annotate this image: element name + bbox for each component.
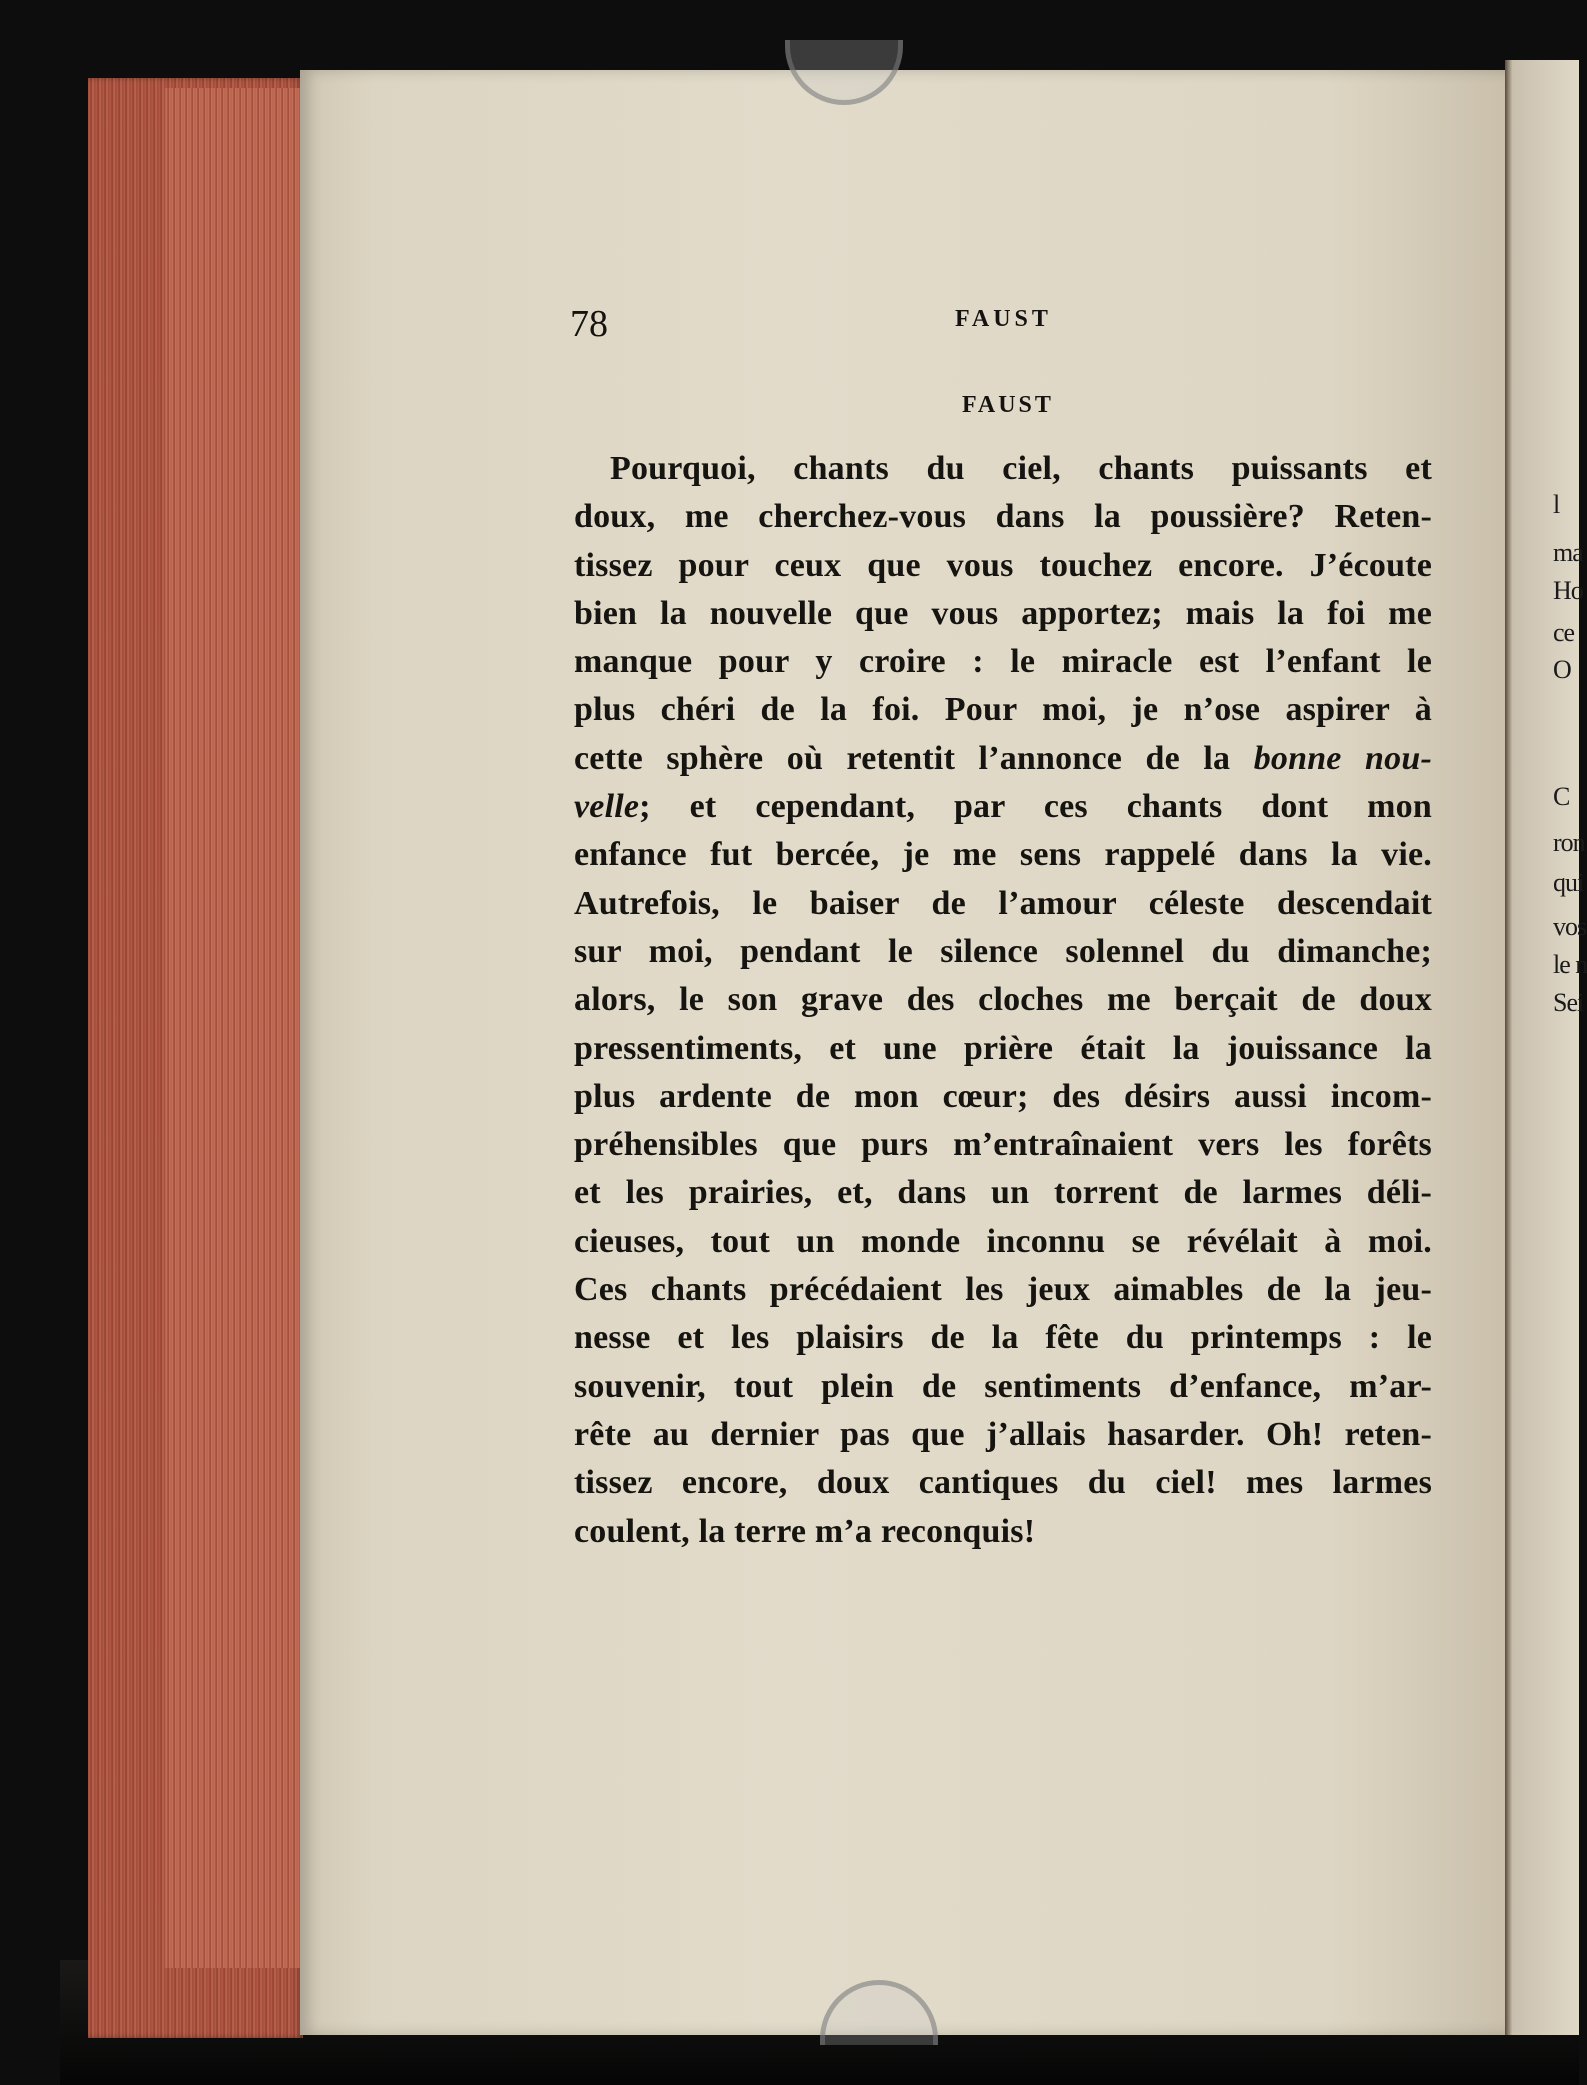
facing-fragment: C: [1553, 782, 1570, 811]
facing-fragment: O: [1553, 655, 1571, 684]
text-line: manque pour y croire : le miracle est l’enfant le: [574, 643, 1432, 681]
text-run: ; et cependant, par ces chants dont mon: [639, 788, 1432, 826]
facing-fragment: le n: [1553, 950, 1587, 979]
text-run: cette sphère où retentit l’annonce de la: [574, 739, 1231, 777]
text-line: bien la nouvelle que vous apportez; mais la foi me: [574, 594, 1432, 632]
text-line-mixed: [574, 735, 1432, 783]
text-line: alors, le son grave des cloches me berçait de doux: [574, 981, 1432, 1019]
text-line-mixed: [574, 783, 1432, 831]
facing-fragment: vos: [1553, 912, 1587, 941]
text-line: plus chéri de la foi. Pour moi, je n’ose aspirer à: [574, 691, 1432, 729]
facing-fragment: qui: [1553, 868, 1584, 897]
text-line: doux, me cherchez-vous dans la poussière? Reten-: [574, 498, 1432, 536]
text-line: tissez encore, doux cantiques du ciel! mes larmes: [574, 1464, 1432, 1502]
facing-fragment: ma: [1553, 538, 1583, 567]
text-line: Ces chants précédaient les jeux aimables de la jeu-: [574, 1271, 1432, 1309]
text-line: préhensibles que purs m’entraînaient vers les forêts: [574, 1126, 1432, 1164]
text-line: enfance fut bercée, je me sens rappelé dans la vie.: [574, 836, 1432, 874]
text-line: pressentiments, et une prière était la jouissance la: [574, 1029, 1432, 1067]
speaker-name: FAUST: [962, 392, 1054, 418]
text-line: rête au dernier pas que j’allais hasarder. Oh! reten-: [574, 1415, 1432, 1453]
text-line: plus ardente de mon cœur; des désirs aussi incom-: [574, 1077, 1432, 1115]
text-line: sur moi, pendant le silence solennel du dimanche;: [574, 932, 1432, 970]
facing-page: [1505, 60, 1587, 2035]
text-line: souvenir, tout plein de sentiments d’enfance, m’ar-: [574, 1367, 1432, 1405]
running-title: FAUST: [955, 306, 1052, 332]
facing-fragment: ce: [1553, 618, 1575, 647]
text-line: tissez pour ceux que vous touchez encore. J’écoute: [574, 546, 1432, 584]
facing-fragment: Ho: [1553, 576, 1583, 605]
italic-run: bonne nou-: [1253, 739, 1432, 777]
page-edges-inner: [165, 88, 300, 1968]
text-line: Autrefois, le baiser de l’amour céleste descendait: [574, 884, 1432, 922]
page-number: 78: [570, 303, 608, 345]
italic-run: velle: [574, 788, 640, 826]
text-line: coulent, la terre m’a reconquis!: [574, 1512, 1036, 1550]
text-line: cieuses, tout un monde inconnu se révélait à moi.: [574, 1222, 1432, 1260]
text-line: nesse et les plaisirs de la fête du printemps : le: [574, 1319, 1432, 1357]
facing-fragment: l: [1553, 490, 1560, 519]
text-line: Pourquoi, chants du ciel, chants puissants et: [610, 450, 1432, 487]
body-text: [574, 445, 1432, 1556]
facing-fragment: Sei: [1553, 988, 1584, 1017]
text-line: et les prairies, et, dans un torrent de larmes déli-: [574, 1174, 1432, 1212]
facing-fragment: ron: [1553, 828, 1585, 857]
